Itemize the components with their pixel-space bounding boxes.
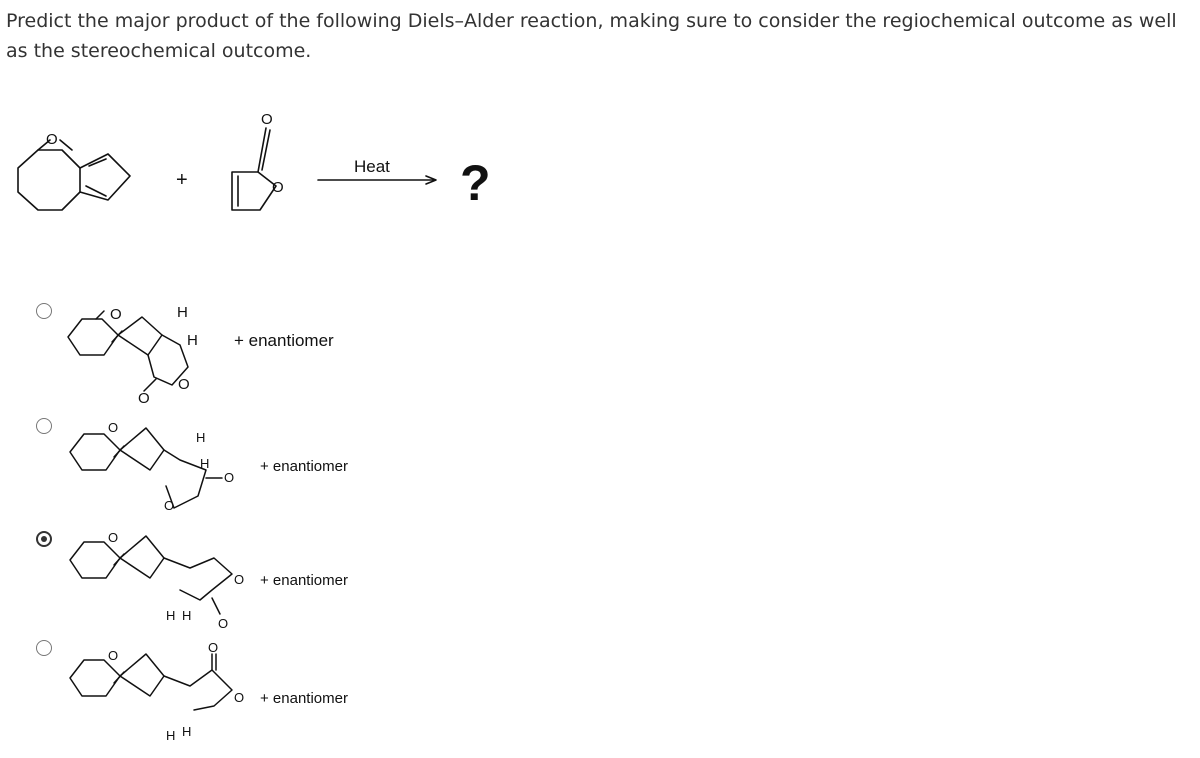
diene-o-label: O bbox=[46, 131, 58, 148]
option-4-structure bbox=[0, 640, 420, 750]
answer-option-2[interactable] bbox=[0, 410, 420, 520]
option-2-h-label-1: H bbox=[196, 430, 206, 445]
option-2-bridge bbox=[120, 428, 164, 470]
answer-option-1[interactable] bbox=[0, 295, 420, 405]
answer-option-4[interactable] bbox=[0, 640, 420, 750]
option-3-lactone bbox=[164, 558, 232, 600]
diene-methyl-bond bbox=[60, 140, 72, 150]
option-2-structure bbox=[0, 410, 420, 520]
option-1-o-label-3: O bbox=[138, 390, 150, 405]
answer-option-3[interactable] bbox=[0, 528, 420, 638]
dienophile-carbonyl-bond bbox=[258, 128, 266, 172]
option-3-carbonyl-double bbox=[212, 598, 220, 614]
option-4-h-label-2: H bbox=[182, 724, 192, 739]
option-2-o-label-3: O bbox=[164, 498, 175, 513]
dienophile-o-label-ring: O bbox=[272, 179, 284, 196]
option-3-label: + enantiomer bbox=[260, 572, 348, 589]
option-4-label: + enantiomer bbox=[260, 690, 348, 707]
option-1-left-ring bbox=[68, 319, 118, 355]
option-1-methoxy-bond bbox=[96, 311, 104, 319]
diene-five-ring bbox=[80, 154, 130, 200]
option-2-h-label-2: H bbox=[200, 456, 210, 471]
diene-six-ring bbox=[18, 150, 80, 210]
option-3-bridge bbox=[120, 536, 164, 578]
question-text: Predict the major product of the following Diels–Alder reaction, making sure to consider the regiochemical outcome as well as the stereochemical outcome. bbox=[6, 10, 1177, 62]
option-1-o-label-2: O bbox=[178, 376, 190, 393]
option-4-o-label-2: O bbox=[208, 640, 219, 655]
option-2-label: + enantiomer bbox=[260, 458, 348, 475]
option-3-o-label-1: O bbox=[108, 530, 119, 545]
plus-sign: + bbox=[176, 169, 188, 191]
reaction-scheme bbox=[0, 100, 560, 230]
unknown-product: ? bbox=[460, 155, 491, 211]
option-1-h-label-1: H bbox=[177, 304, 188, 321]
option-2-o-label-2: O bbox=[224, 470, 235, 485]
option-4-left-ring bbox=[70, 660, 120, 696]
option-1-structure bbox=[0, 295, 420, 405]
option-4-bridge bbox=[120, 654, 164, 696]
option-4-h-label-1: H bbox=[166, 728, 176, 743]
option-1-bridge bbox=[118, 317, 162, 355]
dienophile-o-label-top: O bbox=[261, 111, 273, 128]
option-3-left-ring bbox=[70, 542, 120, 578]
option-4-o-label-3: O bbox=[234, 690, 245, 705]
option-3-h-label-2: H bbox=[182, 608, 192, 623]
option-1-o-label-1: O bbox=[110, 306, 122, 323]
option-1-label: + enantiomer bbox=[234, 331, 334, 350]
reaction-scheme-drawing bbox=[0, 100, 560, 230]
option-1-h-label-2: H bbox=[187, 332, 198, 349]
option-3-h-label-1: H bbox=[166, 608, 176, 623]
option-4-o-label-1: O bbox=[108, 648, 119, 663]
option-2-left-ring bbox=[70, 434, 120, 470]
option-2-o-label-1: O bbox=[108, 420, 119, 435]
dienophile-carbonyl-double bbox=[262, 130, 270, 170]
option-3-o-label-2: O bbox=[234, 572, 245, 587]
option-3-structure bbox=[0, 528, 420, 638]
reaction-condition: Heat bbox=[354, 157, 390, 176]
option-4-lactone bbox=[164, 670, 232, 710]
option-3-o-label-3: O bbox=[218, 616, 229, 631]
